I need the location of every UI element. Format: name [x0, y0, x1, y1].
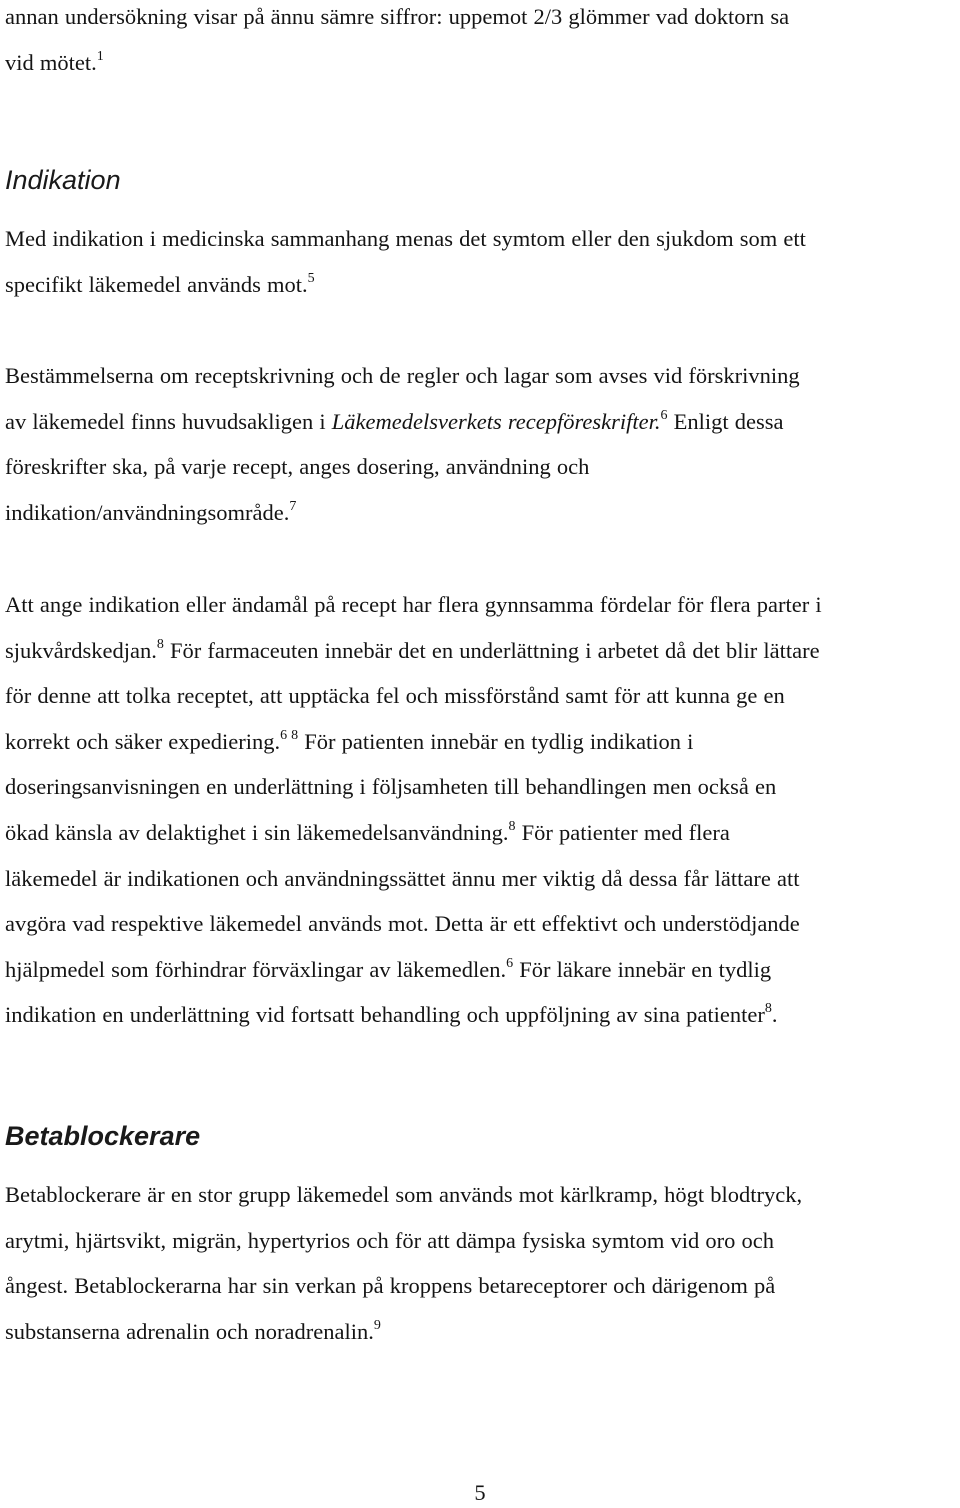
paragraph-text: avgöra vad respektive läkemedel används mot. Detta är ett effektivt och understödjande	[5, 911, 800, 937]
section-heading-indikation: Indikation	[5, 165, 121, 195]
paragraph-bestammelser	[5, 353, 800, 535]
paragraph-text: För farmaceuten innebär det en underlättning i arbetet då det blir lättare	[163, 637, 820, 663]
paragraph-text: .	[771, 1002, 778, 1028]
paragraph-intro	[5, 0, 789, 85]
section-heading-betablockerare: Betablockerare	[5, 1121, 201, 1151]
paragraph-text: Betablockerare är en stor grupp läkemedel som används mot kärlkramp, högt blodtryck,	[5, 1182, 803, 1207]
paragraph-text: indikation/användningsområde.	[5, 499, 290, 525]
paragraph-text: sjukvårdskedjan.	[5, 637, 157, 663]
paragraph-betablockerare	[5, 1172, 802, 1354]
paragraph-text: För patienter med flera	[515, 819, 730, 845]
footnote-ref: 6	[506, 955, 514, 971]
paragraph-fordelar	[5, 582, 822, 1038]
paragraph-text: föreskrifter ska, på varje recept, anges dosering, användning och	[5, 454, 590, 480]
paragraph-text: indikation en underlättning vid fortsatt behandling och uppföljning av sina patienter	[5, 1002, 765, 1028]
paragraph-text: Bestämmelserna om receptskrivning och de regler och lagar som avses vid förskrivning	[5, 363, 800, 388]
paragraph-intro-line1: annan undersökning visar på ännu sämre siffror: uppemot 2/3 glömmer vad doktorn sa	[5, 4, 790, 29]
paragraph-text: ökad känsla av delaktighet i sin läkemedelsanvändning.	[5, 819, 509, 845]
footnote-ref: 9	[373, 1317, 381, 1333]
footnote-ref: 8	[156, 636, 164, 652]
paragraph-text: arytmi, hjärtsvikt, migrän, hypertyrios och för att dämpa fysiska symtom vid oro och	[5, 1227, 774, 1253]
paragraph-text: För läkare innebär en tydlig	[513, 956, 772, 982]
paragraph-text: specifikt läkemedel används mot.	[5, 271, 308, 297]
paragraph-indikation-definition	[5, 216, 806, 307]
footnote-ref: 5	[307, 270, 315, 286]
paragraph-text: doseringsanvisningen en underlättning i följsamheten till behandlingen men också en	[5, 774, 777, 800]
footnote-ref: 6 8	[280, 727, 299, 743]
footnote-ref: 8	[508, 818, 516, 834]
document-title-reference: Läkemedelsverkets recepföreskrifter.	[331, 408, 661, 434]
footnote-ref: 7	[289, 498, 297, 514]
paragraph-text: Med indikation i medicinska sammanhang menas det symtom eller den sjukdom som ett	[5, 226, 806, 251]
paragraph-intro-line2: vid mötet.	[5, 49, 97, 75]
paragraph-text: av läkemedel finns huvudsakligen i	[5, 408, 332, 434]
paragraph-text: ångest. Betablockerarna har sin verkan på kroppens betareceptorer och därigenom på	[5, 1273, 776, 1299]
paragraph-text: substanserna adrenalin och noradrenalin.	[5, 1318, 374, 1344]
paragraph-text: Enligt dessa	[667, 408, 784, 434]
footnote-ref: 1	[96, 48, 104, 64]
paragraph-text: för denne att tolka receptet, att upptäcka fel och missförstånd samt för att kunna ge en	[5, 683, 785, 709]
paragraph-text: korrekt och säker expediering.	[5, 728, 281, 754]
footnote-ref: 6	[660, 407, 668, 423]
paragraph-text: hjälpmedel som förhindrar förväxlingar av läkemedlen.	[5, 956, 507, 982]
page-number: 5	[474, 1480, 486, 1505]
paragraph-text: Att ange indikation eller ändamål på recept har flera gynnsamma fördelar för flera parter i	[5, 592, 822, 617]
paragraph-text: För patienten innebär en tydlig indikation i	[298, 728, 694, 754]
footnote-ref: 8	[764, 1001, 772, 1017]
paragraph-text: läkemedel är indikationen och användningssättet ännu mer viktig då dessa får lättare att	[5, 865, 800, 891]
